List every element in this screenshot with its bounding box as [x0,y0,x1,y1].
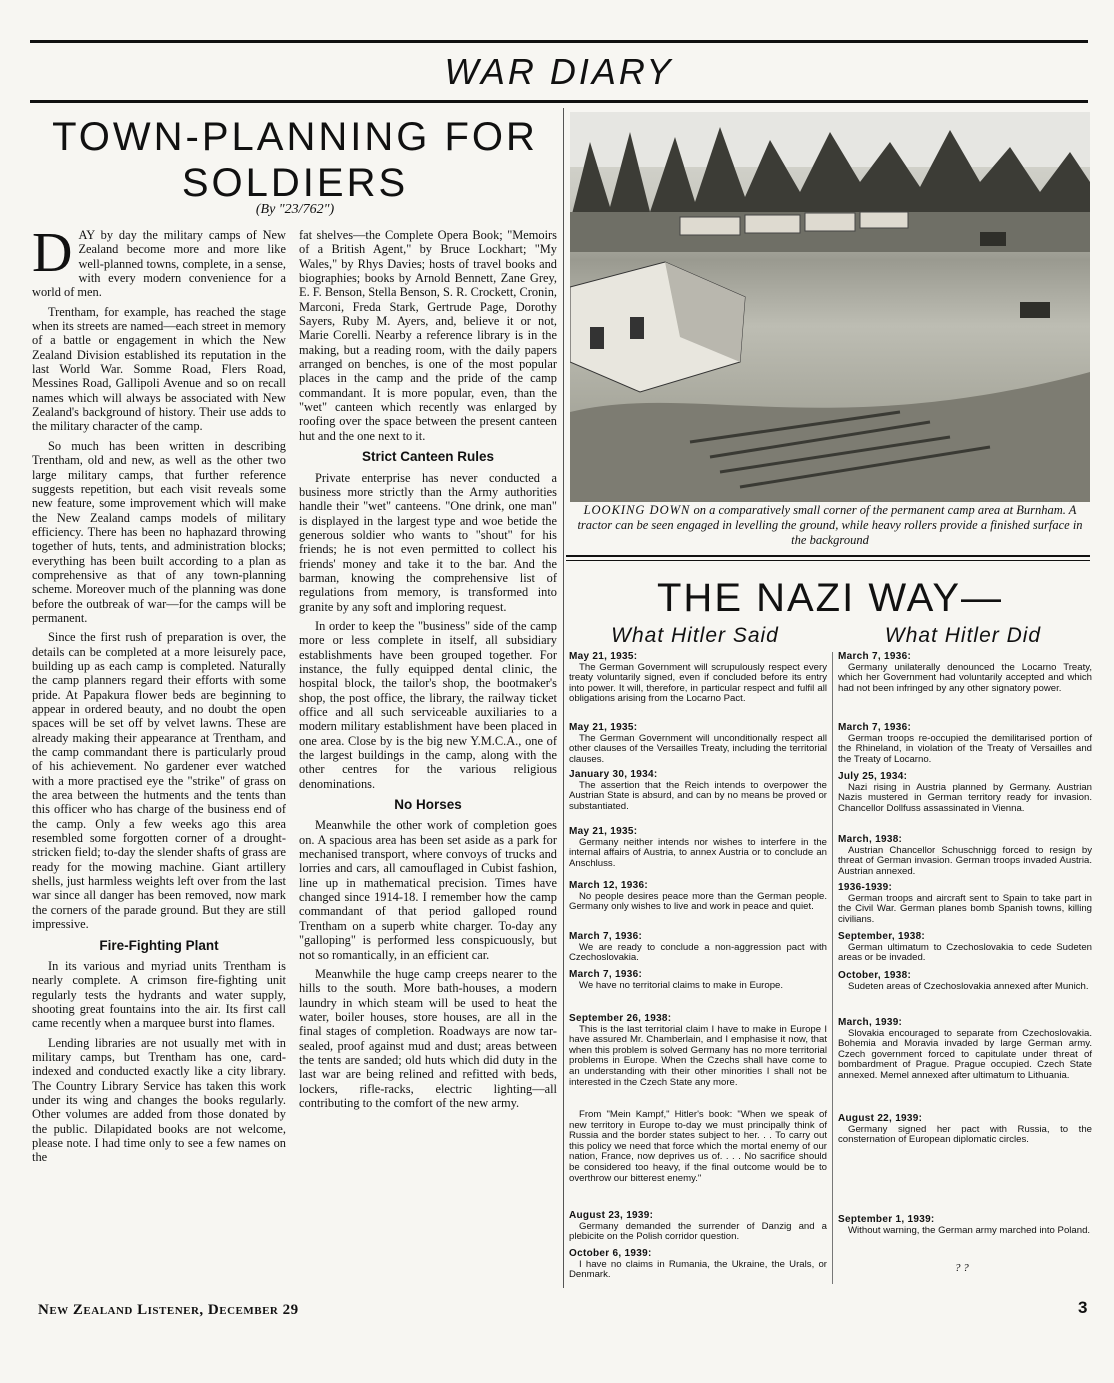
paragraph-1: DAY by day the military camps of New Zealand become more and more like well-planned towns, complete, in a sense, with every modern convenience for a world of men. [32,222,286,300]
did-entry: March, 1938: Austrian Chancellor Schuschnigg forced to resign by threat of German invasion. German troops invaded Austria. Austrian annexed. [838,834,1092,877]
nazi-column-divider [832,652,833,1284]
nazi-section-title: THE NAZI WAY— [657,576,1003,620]
said-entry: August 23, 1939: Germany demanded the surrender of Danzig and a plebicite on the Polish corridor question. [569,1210,827,1243]
paragraph-11: Meanwhile the huge camp creeps nearer to the hills to the south. More bath-houses, a modern laundry in which steam will be used to heat the water, boiler houses, store houses, are all in the final stages of completion. Roadways are now tar-sealed, proof against mud and dust; areas between the tents are sanded; old huts which did duty in the last war are being relined and refitted with beds, lockers, rifle-racks, electric lighting—all contributing to the comfort of the new army. [299,966,557,1110]
caption-lead: LOOKING DOWN [583,503,691,517]
section-banner: WAR DIARY [444,51,674,92]
did-entry: March 7, 1936: German troops re-occupied the demilitarised portion of the Rhineland, in violation of the Treaty of Versailles and the Treaty of Locarno. [838,722,1092,765]
did-entry: July 25, 1934: Nazi rising in Austria planned by Germany. Austrian Nazis mustered in German territory ready for invasion. Chancellor Dollfuss assassinated in Vienna. [838,771,1092,814]
column-divider [563,108,564,1288]
did-entry: September, 1938: German ultimatum to Czechoslovakia to cede Sudeten areas or be invaded. [838,931,1092,964]
paragraph-4: Since the first rush of preparation is over, the details can be completed at a more leisurely pace, building up as each camp is completed. Naturally the camp planners regard their efforts with some pride. At Papakura flower beds are beginning to appear in ordered beauty, and no doubt the open spaces will be set off by velvet lawns. These are already making their appearance at Trentham, and the camp commandant there is particularly proud of his achievement. No gardener ever watched with a more practised eye the "strike" of grass on the area between the hutments and the tents than this officer who has charge of the business end of the camp. Only a few weeks ago this area resembled some forgotten corner of a drought-stricken field; to-day the slender shafts of grass are ready for the mowing machine. Giant artillery shells, just harmless weights left over from the last war since all danger has been removed, now mark the corners of the parade ground. But they are still impressive. [32,630,286,932]
paragraph-2: Trentham, for example, has reached the stage when its streets are named—each street in memory of a battle or engagement in which the New Zealand Division established its reputation in the last World War. Somme Road, Flers Road, Messines Road, Gallipoli Avenue and so on recall names which will always be associated with New Zealand's background of history. Their use adds to the military character of the camp. [32,304,286,434]
nazi-rule-1 [566,555,1090,557]
subhead-fire-fighting: Fire-Fighting Plant [99,937,219,953]
said-entry: January 30, 1934: The assertion that the Reich intends to overpower the Austrian State is absurd, and can by no means be proved or substantiated. [569,769,827,812]
did-entry: September 1, 1939: Without warning, the German army marched into Poland. [838,1214,1091,1236]
paragraph-5: In its various and myriad units Trentham is nearly complete. A crimson fire-fighting unit regularly tests the hydrants and water supply, shooting great fountains into the air. Its first call came recently when a marquee burst into flames. [32,958,286,1031]
paragraph-3: So much has been written in describing Trentham, old and new, as well as the other two large military camps, that further reference suggests repetition, but each visit reveals some new feature, some improvement which will make the New Zealand camps models of military efficiency. There has been no haphazard throwing together of huts, tents, and administration blocks; everything has been built according to a plan as comprehensive as that of any town-planning scheme. Moreover much of the planning was done before the outbreak of war—for the camps will be permanent. [32,438,286,625]
did-column-header: What Hitler Did [884,624,1042,647]
caption-text: on a comparatively small corner of the permanent camp area at Burnham. A tractor can be seen engaged in levelling the ground, while heavy rollers provide a finished surface in the background [577,503,1083,547]
did-entry: August 22, 1939: Germany signed her pact with Russia, to the consternation of European diplomatic circles. [838,1113,1092,1146]
drop-cap: D [32,222,73,284]
said-entry: May 21, 1935: Germany neither intends nor wishes to interfere in the internal affairs of Austria, to annex Austria or to conclude an Anschluss. [569,826,827,869]
headline-line-2: SOLDIERS [181,161,409,205]
photo-caption [572,503,1088,548]
article-column-1 [32,222,286,1170]
paragraph-6: Lending libraries are not usually met with in military camps, but Trentham has one, card-indexed and conducted exactly like a city library. The Country Library Service has taken this work under its wing and changes the books regularly. Other volumes are added from those donated by the public. Dilapidated books are not welcome, please note. I had time only to see a few names on the [32,1035,286,1165]
did-entry: 1936-1939: German troops and aircraft sent to Spain to take part in the Civil War. German planes bomb Spanish towns, killing civilians. [838,882,1092,925]
said-entry: March 7, 1936: We have no territorial claims to make in Europe. [569,969,784,991]
said-entry: From "Mein Kampf," Hitler's book: "When we speak of new territory in Europe to-day we must principally think of Russia and the border states subject to her. . . To carry out this policy we need that force which the mortal enemy of our nation, France, now deprives us of. . . . No sacrifice should be considered too heavy, if the final outcome would be to overthrow our bitterest enemy." [569,1109,827,1184]
said-entry: March 7, 1936: We are ready to conclude a non-aggression pact with Czechoslovakia. [569,931,827,964]
footer-publication: New Zealand Listener, December 29 [38,1302,299,1318]
subhead-canteen: Strict Canteen Rules [361,449,495,465]
banner-rule [30,100,1088,103]
camp-photo-illustration [570,112,1090,502]
paragraph-10: Meanwhile the other work of completion goes on. A spacious area has been set aside as a park for mechanised transport, where convoys of trucks and lorries and cars, all camouflaged in Cubist fashion, line up in mathematical precision. Times have changed since 1914-18. I remember how the camp commandant of that period galloped round Trentham on a superb white charger. To-day any "galloping" is performed less conspicuously, but not so romantically, in an efficient car. [299,818,557,962]
camp-photo [570,112,1090,502]
paragraph-7: fat shelves—the Complete Opera Book; "Memoirs of a British Agent," by Bruce Lockhart; "My Wales," by Rhys Davies; hosts of travel books and biographies; books by Arnold Bennett, Zane Grey, E. F. Benson, Stella Benson, S. R. Crockett, Cronin, Marconi, Freda Stark, Gertrude Page, Dorothy Sayers, Ruby M. Ayers, and, believe it or not, Marie Corelli. Nearby a reference library is in the making, but a reading room, with the daily papers arranged on benches, is one of the most popular places in the camp and the pride of the camp commandant. It is more popular, even, than the "wet" canteen which recently was enlarged by roofing over the space between the present canteen hut and the one next to it. [299,228,557,443]
article-byline: (By "23/762") [255,202,335,217]
article-column-2 [299,228,557,1115]
page-number: 3 [1078,1298,1088,1317]
did-entry: March, 1939: Slovakia encouraged to separate from Czechoslovakia. Bohemia and Moravia invaded by large German army. Czech government forced to capitulate under threat of bombardment of Prague. Prague occupied. Czech State annexed. Memel annexed after ultimatum to Lithuania. [838,1017,1092,1081]
said-column [569,652,827,1292]
said-entry: May 21, 1935: The German Government will scrupulously respect every treaty voluntarily signed, even if concluded before its entry into power. It will, therefore, in particular respect and fulfil all obligations arising from the Locarno Pact. [569,651,827,705]
did-column [838,652,1092,1292]
paragraph-9: In order to keep the "business" side of the camp more or less complete in itself, all subsidiary establishments have been grouped together. For instance, the fully equipped dental clinic, the hospital block, the tailor's shop, the bootmaker's shop, the post office, the library, the railway ticket office and all such serviceable auxiliaries to a modern military establishment have been placed in one area. Close by is the big new Y.M.C.A., one of the largest buildings in the camp, along with the other centres for the various religious denominations. [299,618,557,791]
headline-line-1: TOWN-PLANNING FOR [52,115,538,159]
top-rule [30,40,1088,43]
article-headline [30,114,560,206]
said-entry: October 6, 1939: I have no claims in Rumania, the Ukraine, the Urals, or Denmark. [569,1248,827,1281]
margin-marks: ? ? [955,1262,969,1274]
subhead-no-horses: No Horses [394,797,462,813]
nazi-rule-2 [566,560,1090,561]
said-entry: May 21, 1935: The German Government will unconditionally respect all other clauses of the Versailles Treaty, including the territorial clauses. [569,722,827,765]
paragraph-8: Private enterprise has never conducted a business more strictly than the Army authorities handle their "wet" canteens. "One drink, one man" is displayed in the largest type and woe betide the generous soldier who wants to "shout" for his friends; he is not even permitted to collect his friends' money and take it to the bar. And the barman, knowing the comprehensive list of regulations from memory, is transformed into granite by any soft and imploring request. [299,470,557,614]
did-entry: October, 1938: Sudeten areas of Czechoslovakia annexed after Munich. [838,970,1089,992]
said-entry: March 12, 1936: No people desires peace more than the German people. Germany only wishes to live and work in peace and quiet. [569,880,827,913]
did-entry: March 7, 1936: Germany unilaterally denounced the Locarno Treaty, which her Government had voluntarily accepted and which had not been infringed by any other signatory power. [838,651,1092,694]
said-column-header: What Hitler Said [611,624,779,647]
said-entry: September 26, 1938: This is the last territorial claim I have to make in Europe I have assured Mr. Chamberlain, and I emphasise it now, that when this problem is solved Germany has no more territorial problems in Europe. When the Czechs shall have come to an understanding with their other minorities I shall not be interested in the Czech State any more. [569,1013,827,1088]
